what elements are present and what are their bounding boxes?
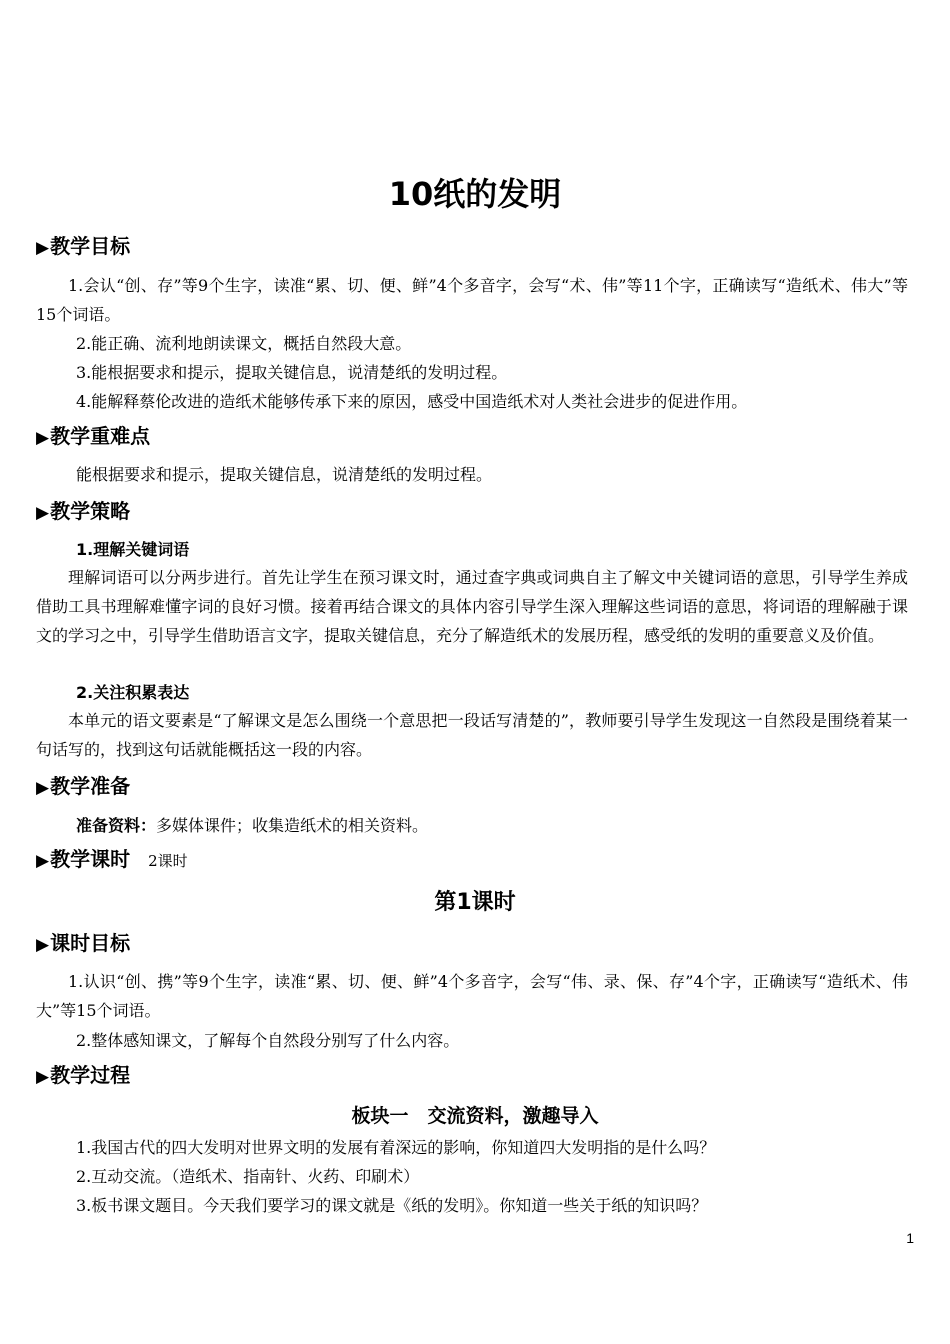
objective-item-1: 1.会认“创、存”等9个生字，读准“累、切、便、鲜”4个多音字，会写“术、伟”等11个字，正确读写“造纸术、伟大”等15个词语。 [36, 276, 908, 324]
lesson-objective-item-1: 1.认识“创、携”等9个生字，读准“累、切、便、鲜”4个多音字，会写“伟、录、保、存”4个字，正确读写“造纸术、伟大”等15个词语。 [36, 972, 908, 1020]
preparation-heading-text: 教学准备 [50, 774, 131, 798]
key-points-heading-text: 教学重难点 [50, 424, 151, 448]
strategy-subheading-1: 1.理解关键词语 [76, 540, 190, 559]
triangle-bullet-icon: ▶ [36, 851, 50, 871]
triangle-bullet-icon: ▶ [36, 935, 50, 955]
section-heading-key-points [36, 422, 150, 452]
triangle-bullet-icon: ▶ [36, 503, 50, 523]
section-heading-objectives [36, 232, 130, 262]
lesson-1-title: 第1课时 [434, 890, 516, 915]
process-heading-text: 教学过程 [50, 1063, 131, 1087]
section-heading-preparation [36, 772, 130, 802]
triangle-bullet-icon: ▶ [36, 238, 50, 258]
objectives-heading-text: 教学目标 [50, 234, 131, 258]
process-step-2: 2.互动交流。（造纸术、指南针、火药、印刷术） [76, 1167, 420, 1186]
triangle-bullet-icon: ▶ [36, 1067, 50, 1087]
strategy-subheading-2: 2.关注积累表达 [76, 683, 190, 702]
page-title: 10纸的发明 [388, 175, 562, 213]
objective-item-4: 4.能解释蔡伦改进的造纸术能够传承下来的原因，感受中国造纸术对人类社会进步的促进作用。 [76, 392, 748, 411]
objective-item-2: 2.能正确、流利地朗读课文，概括自然段大意。 [76, 334, 412, 353]
page-number: 1 [906, 1230, 914, 1246]
strategy-paragraph-1: 理解词语可以分两步进行。首先让学生在预习课文时，通过查字典或词典自主了解文中关键词语的意思，引导学生养成借助工具书理解难懂字词的良好习惯。接着再结合课文的具体内容引导学生深入理解这些词语的意思，将词语的理解融于课文的学习之中，引导学生借助语言文字，提取关键信息，充分了解造纸术的发展历程，感受纸的发明的重要意义及价值。 [36, 568, 908, 645]
section-heading-periods [36, 845, 188, 875]
periods-value: 2课时 [148, 852, 188, 870]
section-heading-process [36, 1061, 130, 1091]
strategy-paragraph-2: 本单元的语文要素是“了解课文是怎么围绕一个意思把一段话写清楚的”，教师要引导学生发现这一自然段是围绕着某一句话写的，找到这句话就能概括这一段的内容。 [36, 711, 908, 759]
triangle-bullet-icon: ▶ [36, 778, 50, 798]
lesson-objectives-heading-text: 课时目标 [50, 931, 131, 955]
section-heading-lesson-objectives [36, 929, 130, 959]
process-step-3: 3.板书课文题目。今天我们要学习的课文就是《纸的发明》。你知道一些关于纸的知识吗？ [76, 1196, 708, 1215]
preparation-line [76, 811, 428, 840]
preparation-text: 多媒体课件；收集造纸术的相关资料。 [156, 816, 429, 835]
objective-item-3: 3.能根据要求和提示，提取关键信息，说清楚纸的发明过程。 [76, 363, 508, 382]
lesson-objective-item-2: 2.整体感知课文，了解每个自然段分别写了什么内容。 [76, 1031, 460, 1050]
process-step-1: 1.我国古代的四大发明对世界文明的发展有着深远的影响，你知道四大发明指的是什么吗？ [76, 1138, 716, 1157]
block-1-title: 板块一 交流资料，激趣导入 [351, 1105, 599, 1127]
strategy-heading-text: 教学策略 [50, 499, 131, 523]
triangle-bullet-icon: ▶ [36, 428, 50, 448]
key-points-text: 能根据要求和提示，提取关键信息，说清楚纸的发明过程。 [76, 465, 493, 484]
preparation-label: 准备资料： [76, 816, 157, 835]
section-heading-strategy [36, 497, 130, 527]
periods-heading-text: 教学课时 [50, 847, 131, 871]
